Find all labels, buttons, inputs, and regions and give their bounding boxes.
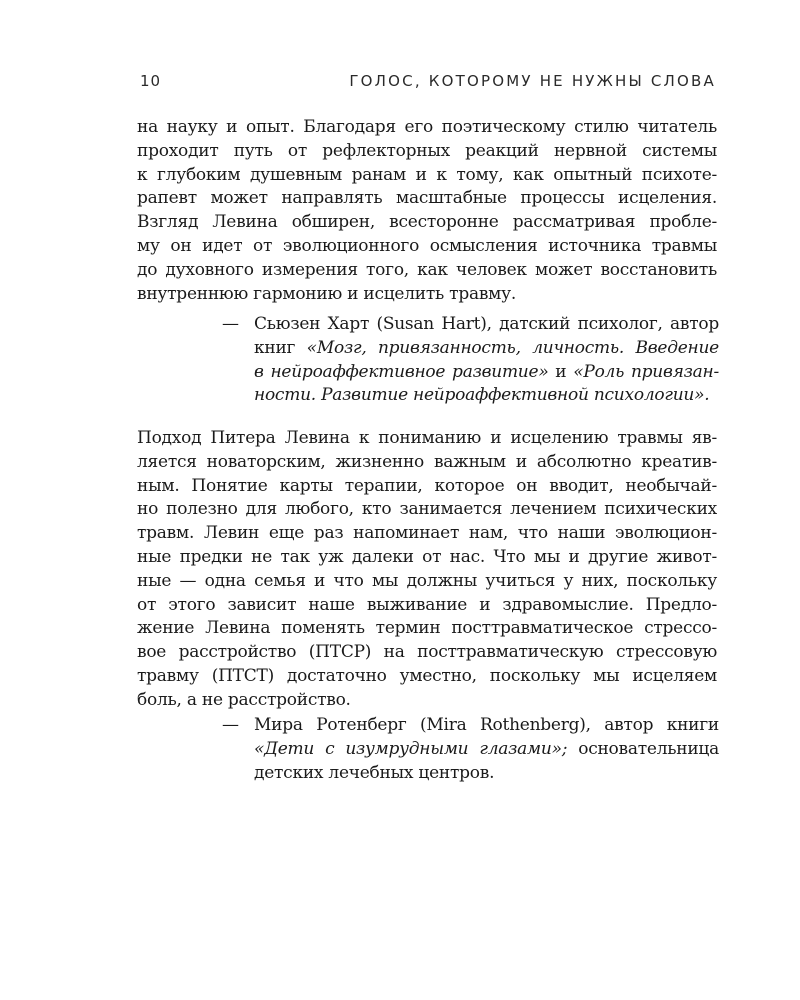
attribution-line: [254, 337, 719, 361]
paragraph-line: на науку и опыт. Благодаря его поэтическому стилю читатель: [137, 117, 717, 137]
paragraph-line: к глубоким душевным ранам и к тому, как опытный психоте-: [137, 164, 717, 185]
attribution-dash: —: [222, 715, 239, 735]
book-title-italic: в нейроаффективное развитие»: [254, 361, 549, 382]
paragraph-line: жение Левина поменять термин посттравматическое стрессо-: [137, 618, 717, 639]
page-number: 10: [140, 72, 162, 90]
paragraph-line: Взгляд Левина обширен, всесторонне рассматривая пробле-: [137, 212, 717, 233]
paragraph-line: му он идет от эволюционного осмысления источника травмы: [137, 235, 717, 256]
book-title-italic: «Мозг, привязанность, личность. Введение: [306, 337, 719, 358]
paragraph-line: травму (ПТСТ) достаточно уместно, поскольку мы исцеляем: [137, 665, 717, 686]
paragraph-2: [137, 427, 717, 713]
attribution-line: детских лечебных центров.: [254, 762, 495, 783]
book-title-italic: «Роль привязан-: [573, 361, 720, 382]
running-head-title: ГОЛОС, КОТОРОМУ НЕ НУЖНЫ СЛОВА: [349, 72, 716, 90]
paragraph-line: ляется новаторским, жизненно важным и абсолютно креатив-: [137, 451, 717, 472]
attribution-mira-rothenberg: [222, 714, 719, 785]
paragraph-line: боль, а не расстройство.: [137, 689, 351, 710]
paragraph-line: от этого зависит наше выживание и здравомыслие. Предло-: [137, 594, 717, 615]
attribution-line: Сьюзен Харт (Susan Hart), датский психолог, автор: [254, 314, 719, 334]
paragraph-line: проходит путь от рефлекторных реакций нервной системы: [137, 140, 717, 161]
paragraph-1: [137, 116, 717, 306]
paragraph-line: до духовного измерения того, как человек может восстановить: [137, 259, 717, 280]
paragraph-line: внутреннюю гармонию и исцелить травму.: [137, 283, 517, 304]
attribution-text: и: [548, 361, 574, 382]
paragraph-line: но полезно для любого, кто занимается лечением психических: [137, 499, 717, 520]
attribution-dash: —: [222, 314, 239, 334]
attribution-line: Мира Ротенберг (Mira Rothenberg), автор книги: [254, 715, 719, 735]
paragraph-line: ные предки не так уж далеки от нас. Что мы и другие живот-: [137, 546, 717, 567]
attribution-text: основательница: [567, 738, 719, 759]
paragraph-line: ные — одна семья и что мы должны учиться у них, поскольку: [137, 570, 717, 591]
book-title-italic: «Дети с изумрудными глазами»;: [254, 738, 568, 759]
attribution-line: [254, 361, 719, 385]
attribution-line: [254, 384, 719, 408]
attribution-text: книг: [254, 337, 307, 358]
paragraph-line: травм. Левин еще раз напоминает нам, что наши эволюцион-: [137, 523, 717, 544]
attribution-line: [254, 738, 719, 762]
paragraph-line: Подход Питера Левина к пониманию и исцелению травмы яв-: [137, 428, 717, 448]
paragraph-line: ным. Понятие карты терапии, которое он вводит, необычай-: [137, 475, 717, 496]
book-title-italic: ности. Развитие нейроаффективной психологии».: [254, 385, 710, 406]
paragraph-line: рапевт может направлять масштабные процессы исцеления.: [137, 188, 717, 209]
attribution-susan-hart: [222, 313, 719, 408]
paragraph-line: вое расстройство (ПТСР) на посттравматическую стрессовую: [137, 642, 717, 663]
